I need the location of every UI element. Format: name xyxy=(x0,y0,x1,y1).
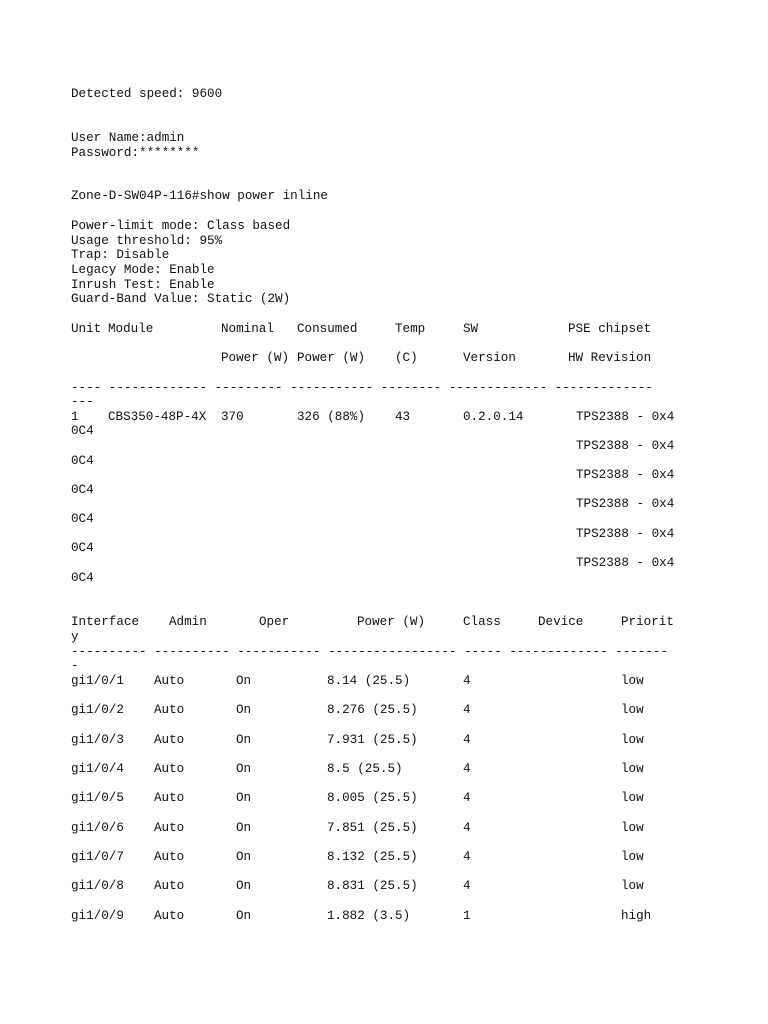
row-interface: gi1/0/8 xyxy=(71,879,124,893)
row-class: 4 xyxy=(463,762,471,776)
iface-header-priority: Priorit xyxy=(621,615,674,629)
unit-header-temp: Temp xyxy=(395,322,426,336)
row-admin: Auto xyxy=(154,879,185,893)
row-admin: Auto xyxy=(154,762,185,776)
row-priority: low xyxy=(621,850,644,864)
iface-header-class: Class xyxy=(463,615,501,629)
row-class: 4 xyxy=(463,674,471,688)
chipset-entry: TPS2388 - 0x4 xyxy=(576,497,675,511)
detected-speed-line: Detected speed: 9600 xyxy=(71,87,223,101)
row-power: 8.005 (25.5) xyxy=(327,791,418,805)
chipset-entry-wrap: 0C4 xyxy=(71,483,94,497)
row-class: 4 xyxy=(463,850,471,864)
row-oper: On xyxy=(236,674,252,688)
unit-row-consumed: 326 (88%) xyxy=(297,410,366,424)
unit-header-module: Module xyxy=(108,322,154,336)
row-interface: gi1/0/2 xyxy=(71,703,124,717)
row-power: 8.14 (25.5) xyxy=(327,674,411,688)
row-power: 8.276 (25.5) xyxy=(327,703,418,717)
unit-header-nominal-unit: Power (W) xyxy=(221,351,290,365)
unit-header-temp-unit: (C) xyxy=(395,351,418,365)
setting-power-limit-mode: Power-limit mode: Class based xyxy=(71,219,291,233)
row-power: 8.132 (25.5) xyxy=(327,850,418,864)
iface-table-separator-wrap: - xyxy=(71,659,79,673)
chipset-entry: TPS2388 - 0x4 xyxy=(576,556,675,570)
row-admin: Auto xyxy=(154,703,185,717)
unit-row-unit: 1 xyxy=(71,410,79,424)
username-line: User Name:admin xyxy=(71,131,185,145)
chipset-entry: TPS2388 - 0x4 xyxy=(576,439,675,453)
iface-header-oper: Oper xyxy=(259,615,290,629)
row-admin: Auto xyxy=(154,909,185,923)
iface-header-device: Device xyxy=(538,615,584,629)
row-interface: gi1/0/7 xyxy=(71,850,124,864)
row-class: 4 xyxy=(463,879,471,893)
row-oper: On xyxy=(236,821,252,835)
setting-legacy-mode: Legacy Mode: Enable xyxy=(71,263,215,277)
unit-row-module: CBS350-48P-4X xyxy=(108,410,207,424)
setting-trap: Trap: Disable xyxy=(71,248,170,262)
row-interface: gi1/0/5 xyxy=(71,791,124,805)
row-class: 4 xyxy=(463,733,471,747)
unit-header-pse: PSE chipset xyxy=(568,322,652,336)
row-oper: On xyxy=(236,879,252,893)
row-class: 4 xyxy=(463,703,471,717)
row-admin: Auto xyxy=(154,733,185,747)
row-oper: On xyxy=(236,850,252,864)
setting-usage-threshold: Usage threshold: 95% xyxy=(71,234,223,248)
row-priority: low xyxy=(621,762,644,776)
row-priority: low xyxy=(621,879,644,893)
row-oper: On xyxy=(236,909,252,923)
row-interface: gi1/0/6 xyxy=(71,821,124,835)
row-priority: low xyxy=(621,733,644,747)
iface-header-interface: Interface xyxy=(71,615,140,629)
row-oper: On xyxy=(236,733,252,747)
unit-row-nominal: 370 xyxy=(221,410,244,424)
row-power: 8.831 (25.5) xyxy=(327,879,418,893)
unit-header-consumed-unit: Power (W) xyxy=(297,351,366,365)
row-priority: low xyxy=(621,791,644,805)
row-priority: high xyxy=(621,909,652,923)
iface-header-priority-wrap: y xyxy=(71,630,79,644)
row-power: 7.931 (25.5) xyxy=(327,733,418,747)
row-power: 1.882 (3.5) xyxy=(327,909,411,923)
row-power: 7.851 (25.5) xyxy=(327,821,418,835)
unit-header-consumed: Consumed xyxy=(297,322,358,336)
row-power: 8.5 (25.5) xyxy=(327,762,403,776)
row-oper: On xyxy=(236,791,252,805)
chipset-entry-wrap: 0C4 xyxy=(71,512,94,526)
row-admin: Auto xyxy=(154,791,185,805)
chipset-entry: TPS2388 - 0x4 xyxy=(576,527,675,541)
unit-row-temp: 43 xyxy=(395,410,411,424)
row-priority: low xyxy=(621,703,644,717)
chipset-entry-wrap: 0C4 xyxy=(71,424,94,438)
unit-header-sw: SW xyxy=(463,322,479,336)
iface-header-admin: Admin xyxy=(169,615,207,629)
row-interface: gi1/0/3 xyxy=(71,733,124,747)
chipset-entry: TPS2388 - 0x4 xyxy=(576,468,675,482)
password-line: Password:******** xyxy=(71,146,200,160)
command-line: Zone-D-SW04P-116#show power inline xyxy=(71,189,328,203)
row-class: 4 xyxy=(463,821,471,835)
row-interface: gi1/0/1 xyxy=(71,674,124,688)
setting-guard-band: Guard-Band Value: Static (2W) xyxy=(71,292,291,306)
chipset-entry-wrap: 0C4 xyxy=(71,454,94,468)
unit-table-separator: ---- ------------- --------- ----------- -------- ------------- ------------- xyxy=(71,381,653,395)
chipset-entry-wrap: 0C4 xyxy=(71,541,94,555)
row-interface: gi1/0/9 xyxy=(71,909,124,923)
iface-header-power: Power (W) xyxy=(357,615,426,629)
row-priority: low xyxy=(621,821,644,835)
unit-header-hw-revision: HW Revision xyxy=(568,351,652,365)
unit-header-unit: Unit xyxy=(71,322,102,336)
iface-table-separator: ---------- ---------- ----------- ----------------- ----- ------------- ------- xyxy=(71,645,669,659)
row-priority: low xyxy=(621,674,644,688)
row-class: 4 xyxy=(463,791,471,805)
row-oper: On xyxy=(236,703,252,717)
row-admin: Auto xyxy=(154,821,185,835)
row-admin: Auto xyxy=(154,674,185,688)
setting-inrush-test: Inrush Test: Enable xyxy=(71,278,215,292)
row-oper: On xyxy=(236,762,252,776)
chipset-entry: TPS2388 - 0x4 xyxy=(576,410,675,424)
row-interface: gi1/0/4 xyxy=(71,762,124,776)
row-class: 1 xyxy=(463,909,471,923)
unit-table-separator-wrap: --- xyxy=(71,395,94,409)
unit-row-sw-version: 0.2.0.14 xyxy=(463,410,524,424)
chipset-entry-wrap: 0C4 xyxy=(71,571,94,585)
row-admin: Auto xyxy=(154,850,185,864)
unit-header-nominal: Nominal xyxy=(221,322,274,336)
unit-header-sw-version: Version xyxy=(463,351,516,365)
